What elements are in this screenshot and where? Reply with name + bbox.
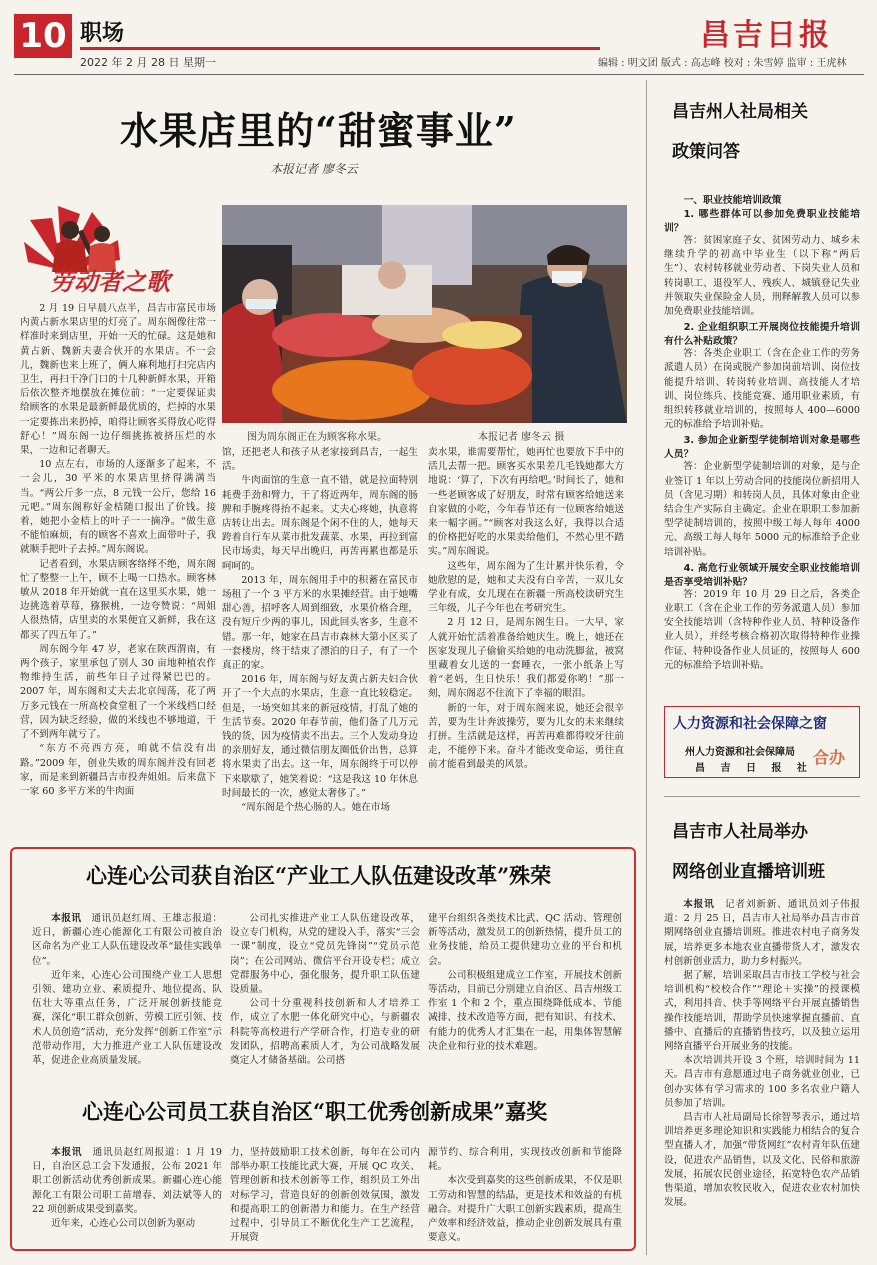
paragraph: 馆，还把老人和孩子从老家接到昌吉，一起生活。	[222, 447, 418, 473]
qa-answer: 答：各类企业职工（含在企业工作的劳务派遣人员）在岗或脱产参加岗前培训、岗位技能提升培训、转岗转业培训、高技能人才培训、岗位练兵、技能竞赛、通用职业素质，有组织转移就业培训的，按照每人 400—6000 元的标准给予培训补贴。	[664, 348, 860, 431]
box1-column-1	[32, 912, 222, 1078]
svg-text:劳动者之歌: 劳动者之歌	[50, 267, 170, 295]
main-headline: 水果店里的“甜蜜事业”	[120, 108, 517, 153]
main-article-column-2	[222, 446, 418, 844]
sidebar-2-title	[672, 812, 825, 892]
paragraph: 建平台组织各类技术比武、QC 活动、管理创新等活动，激发员工的创新热情，提升员工的业务技能，给员工提供建功立业的平台和机会。	[428, 913, 622, 967]
issue-date: 2022 年 2 月 28 日 星期一	[80, 56, 216, 69]
reporters: 通讯员赵红周、王雄志报道：	[91, 913, 222, 924]
box2-column-3	[428, 1146, 622, 1244]
header-divider	[14, 74, 864, 75]
policy-qa	[664, 192, 860, 700]
fruit-stall-photo	[222, 205, 627, 423]
dateline: 本报讯	[51, 1147, 83, 1158]
qa-question: 2. 企业组织职工开展岗位技能提升培训有什么补贴政策？	[664, 322, 860, 348]
column-banner	[664, 706, 860, 778]
qa-question: 3. 参加企业新型学徒制培训对象是哪些人员？	[664, 435, 860, 461]
paragraph: 2013 年，周东阁用手中的积蓄在富民市场租了一个 3 平方米的水果摊经营。由于她嘴甜心善，招呼客人周到细致，水果价格合理，没有短斤少两的事儿，因此回头客多，生意不错。那一年，她家在昌吉市森林大第小区买了一套楼房，终于结束了漂泊的日子，有了一个真正的家。	[222, 574, 418, 672]
column-logo	[22, 200, 207, 295]
paragraph-text: 1 月 19 日，自治区总工会下发通报，公布 2021 年职工创新活动优秀创新成果。新疆心连心能源化工有限公司职工苗增春、刘法斌等人的 22 项创新成果受到嘉奖。	[32, 1147, 222, 1215]
paragraph-text: 近日，新疆心连心能源化工有限公司被自治区命名为产业工人队伍建设改革“最佳实践单位”。	[32, 927, 222, 967]
paragraph	[32, 1146, 222, 1217]
photo-caption: 图为周东阁正在为顾客称水果。	[247, 432, 387, 443]
paragraph: “东方不亮西方亮，咱就不信没有出路。”2009 年，创业失败的周东阁并没有回老家，而是来到新疆昌吉市投奔姐姐。后来盘下一家 60 多平方米的牛肉面	[20, 743, 216, 797]
box1-column-3	[428, 912, 622, 1078]
paragraph: 本次受到嘉奖的这些创新成果，不仅是职工劳动和智慧的结晶，更是技术和效益的有机融合。对提升广大职工创新实践素质，提高生产效率和经济效益，推动企业创新发展具有重要意义。	[428, 1175, 622, 1244]
banner-title: 人力资源和社会保障之窗	[673, 716, 827, 732]
dateline: 本报讯	[683, 899, 715, 910]
paragraph: 牛肉面馆的生意一直不错，就是拉面特别耗费手劲和臂力，干了将近两年，周东阁的肠脾和手腕疼得抬不起来。丈夫心疼她，执意将店转让出去。周东阁是个闲不住的人，她每天跨着自行车从菜市批发蔬菜、水果，再拉到富民市场卖，每天早出晚归，再苦再累也都是乐呵呵的。	[222, 475, 418, 572]
paragraph: 本次培训共开设 3 个班，培训时间为 11 天。昌吉市有意愿通过电子商务就业创业，已创办实体有学习需求的 100 多名农业户籍人员参加了培训。	[664, 1055, 860, 1109]
banner-joint: 合办	[813, 748, 846, 767]
paragraph: 这些年，周东阁为了生计累并快乐着，令她欣慰的是，她和丈夫没有白辛苦，一双儿女学业有成，女儿现在在新疆一所高校读研究生三年级，儿子今年也在考研究生。	[428, 560, 624, 615]
reporters: 记者刘新新、通讯员刘子伟报道：	[664, 899, 860, 925]
masthead: 昌吉日报	[700, 18, 832, 53]
paragraph: 力，坚持鼓励职工技术创新，每年在公司内部举办职工技能比武大赛，开展 QC 攻关、管理创新和技术创新等工作，组织员工外出对标学习，营造良好的创新创效氛围，激发和提高职工的创新潜力和能力。在生产经营过程中，引导员工不断优化生产工艺流程，开展资	[230, 1147, 420, 1244]
sidebar-1-title	[672, 92, 808, 172]
paragraph	[32, 912, 222, 969]
dateline: 本报讯	[51, 913, 82, 924]
paragraph: 2 月 12 日，是周东阁生日。一大早，家人就开始忙活着准备给她庆生。晚上，她还在医家发现儿子偷偷买给她的电动洗脚盆，被窝里藏着女儿送的一套睡衣，一张小纸条上写着“老妈，生日快乐！我们都爱你哟！”那一刻，周东阁忍不住流下了幸福的眼泪。	[428, 617, 624, 700]
paragraph: 近年来，心连心公司以创新为驱动	[51, 1218, 196, 1230]
photo-credit: 本报记者 廖冬云 摄	[478, 432, 565, 443]
banner-org: 昌 吉 日 报 社	[695, 763, 813, 774]
paragraph: 新的一年，对于周东阁来说，她还会很辛苦，要为生计奔波操劳，要为儿女的未来继续打拼。生活就是这样，再苦再难都得咬牙往前走，不能停下来。奋斗才能改变命运，勇往直前才能看到最美的风景。	[428, 702, 624, 771]
banner-org: 州人力资源和社会保障局	[685, 747, 795, 758]
paragraph: 昌吉市人社局副局长徐智琴表示，通过培训培养更多理论知识和实践能力相结合的复合型直播人才，加强“带货网红”农村青年队伍建设，促进农产品销售，以及文化、民俗和旅游发展，拓展农民创业途径，拓宽特色农产品销售渠道，增加农牧民收入，促进农业农村加快发展。	[664, 1112, 860, 1209]
paragraph: 近年来，心连心公司围绕产业工人思想引领、建功立业、素质提升、地位提高、队伍壮大等重点任务，广泛开展创新技能竞赛，深化“职工群众创新、劳模工匠引领、技术人员创造”活动，充分发挥“创新工作室”示范带动作用，大力推进产业工人队伍建设改革，促进企业高质量发展。	[32, 969, 222, 1067]
header-rule	[80, 47, 600, 50]
qa-question: 4. 高危行业领域开展安全职业技能培训是否享受培训补贴？	[664, 562, 860, 588]
paragraph: 公司积极组建成立工作室，开展技术创新等活动，目前已分别建立自治区、昌吉州级工作室 1 个和 2 个，重点围绕降低成本、节能减排、技术改造等方面，把有知识、有技术、有能力的优秀人才汇集在一起，用集体智慧解决企业和行业的技术难题。	[428, 969, 622, 1052]
paragraph: 公司十分重视科技创新和人才培养工作，成立了水肥一体化研究中心，与新疆农科院等高校进行产学研合作，打造专业的研发团队，招聘高素质人才，为公司战略发展奠定人才储备基础。公司搭	[230, 998, 420, 1067]
title-line: 网络创业直播培训班	[672, 862, 825, 882]
paragraph: “周东阁是个热心肠的人。她在市场	[241, 802, 390, 814]
title-line: 昌吉州人社局相关	[672, 102, 808, 122]
main-article-column-3	[428, 446, 624, 844]
paragraph: 周东阁今年 47 岁，老家在陕西渭南，有两个孩子，家里承包了别人 30 亩地种植农作物维持生活，前些年日子过得紧巴巴的。2007 年，周东阁和丈夫去北京闯荡，花了两万多元钱在一所高校食堂租了一个米线档口经营，因为缺乏经验，做的米线也不够地道，干了不到两年就亏了。	[20, 643, 216, 741]
paragraph: 记者看到，水果店顾客络绎不绝，周东阁忙了整整一上午，顾不上喝一口热水。顾客林敏从 2018 年开始就一直在这里买水果，她一边挑选着草莓，猕猴桃，一边夸赞说：“周姐人很热情，店里卖的水果便宜又新鲜，我在这都买了四五年了。”	[20, 558, 216, 641]
section-title: 职场	[80, 21, 125, 46]
box2-column-2	[230, 1146, 420, 1244]
staff-credits: 编辑 : 明文团 版式 : 高志峰 校对 : 朱雪婷 监审 : 王虎林	[598, 58, 847, 69]
page-number: 10	[14, 14, 72, 58]
paragraph-text: 2 月 25 日，昌吉市人社局举办昌吉市首期网络创业直播培训班。推进农村电子商务发展，培养更多本地农业直播带货人才，激发农村创新创业活力，助力乡村振兴。	[664, 913, 860, 967]
qa-section-heading: 一、职业技能培训政策	[683, 195, 782, 206]
paragraph: 2016 年，周东阁与好友黄占新夫妇合伙开了一个大点的水果店，生意一直比较稳定。但是，一场突如其来的新冠疫情，打乱了她的生活节奏。2020 年春节前，他们备了几万元钱的货，因为疫情卖不出去。三个人发动身边的亲朋好友，通过微信朋友圈低价出售，总算将水果卖了出去。这一年，周东阁终于可以停下来歇歇了，她笑着说：“这是我这 10 年休息时间最长的一次，感觉太奢侈了。”	[222, 674, 418, 799]
main-article-column-1	[20, 302, 216, 844]
qa-answer: 答：贫困家庭子女、贫困劳动力、城乡未继续升学的初高中毕业生（以下称“两后生”）、农村转移就业劳动者、下岗失业人员和转岗职工、退役军人、残疾人、城镇登记失业并领取失业保险金人员，刑释解教人员可以参加免费职业技能培训。	[664, 235, 860, 318]
paragraph: 10 点左右，市场的人逐渐多了起来，不一会儿，30 平米的水果店里挤得满满当当。“两公斤多一点，8 元钱一公斤，您给 16 元吧。”周东阁称好金桔随口报出了价钱。接着，她把小金桔上的叶子一一摘净。“做生意不能怕麻烦，有的顾客不喜欢上面带叶子，我就顺手把叶子去掉。”周东阁说。	[20, 459, 216, 556]
paragraph: 卖水果，谁需要帮忙，她再忙也要放下手中的活儿去帮一把。顾客买水果差几毛钱她都大方地说：‘算了，下次有再给吧。’时间长了，她和一些老顾客成了好朋友，时常有顾客给她送来自家做的小吃，今年春节还有一位顾客给她送来一幅字画。”“顾客对我这么好，我得以合适的价格把好吃的水果卖给他们，不然心里不踏实。”周东阁说。	[428, 447, 624, 558]
paragraph: 源节约、综合利用，实现技改创新和节能降耗。	[428, 1147, 622, 1173]
reporters: 通讯员赵红周报道：	[92, 1147, 186, 1158]
paragraph	[664, 898, 860, 969]
qa-answer: 答：2019 年 10 月 29 日之后，各类企业职工（含在企业工作的劳务派遣人员）参加安全技能培训（含特种作业人员、特种设备作业人员），并经考核合格初次取得特种作业操作证、特种设备作业人员证的，按照每人 600 元的标准给予培训补贴。	[664, 588, 860, 671]
qa-question: 1. 哪些群体可以参加免费职业技能培训？	[664, 209, 860, 234]
title-line: 昌吉市人社局举办	[672, 822, 808, 842]
sidebar-divider	[646, 80, 647, 1255]
paragraph: 2 月 19 日早晨八点半，昌吉市富民市场内黄占新水果店里的灯亮了。周东阁像往常一样准时来到店里，开始一天的忙碌。这是她和黄占新、魏新夫妻合伙开的水果店。不一会儿，魏新也来上班了，俩人麻利地打扫完店内卫生，再扫干净门口的十几种新鲜水果，开箱后依次整齐地摆放在摊位前：“一定要保证卖给顾客的水果是最新鲜最优质的，烂掉的水果一定要拣出来扔掉，咱得让顾客买得放心吃得舒心！”周东阁一边仔细挑拣被挤压烂的水果，一边和记者聊天。	[20, 303, 216, 457]
box2-column-1	[32, 1146, 222, 1244]
title-line: 政策问答	[672, 142, 740, 162]
paragraph: 据了解，培训采取昌吉市技工学校与社会培训机构“校校合作”“理论＋实操”的授课模式，利用抖音、快手等网络平台开展直播销售操作技能培训，帮助学员快速掌握直播前、直播中、直播后的直播销售技巧，以及独立运用网络直播平台开展业务的技能。	[664, 970, 860, 1053]
main-byline: 本报记者 廖冬云	[270, 162, 358, 176]
box1-column-2	[230, 912, 420, 1078]
box-headline-1: 心连心公司获自治区“产业工人队伍建设改革”殊荣	[86, 863, 552, 888]
paragraph: 公司扎实推进产业工人队伍建设改革，设立专门机构，从党的建设入手，落实“三会一课”制度，设立“党员先锋岗”“党员示范岗”；在公司网站、微信平台开设专栏；成立党群服务中心，强化服务，提升职工队伍建设质量。	[230, 913, 420, 996]
training-article	[664, 898, 860, 1250]
sidebar-rule	[664, 796, 860, 797]
qa-answer: 答：企业新型学徒制培训的对象，是与企业签订 1 年以上劳动合同的技能岗位新招用人员（含见习期）和转岗人员，具体对象由企业结合生产实际自主确定。企业在职职工参加新型学徒制培训的，按照中级工每人每年 4000 元、高级工每人每年 5000 元的标准给予企业培训补贴。	[664, 461, 860, 558]
box-headline-2: 心连心公司员工获自治区“职工优秀创新成果”嘉奖	[82, 1099, 548, 1124]
